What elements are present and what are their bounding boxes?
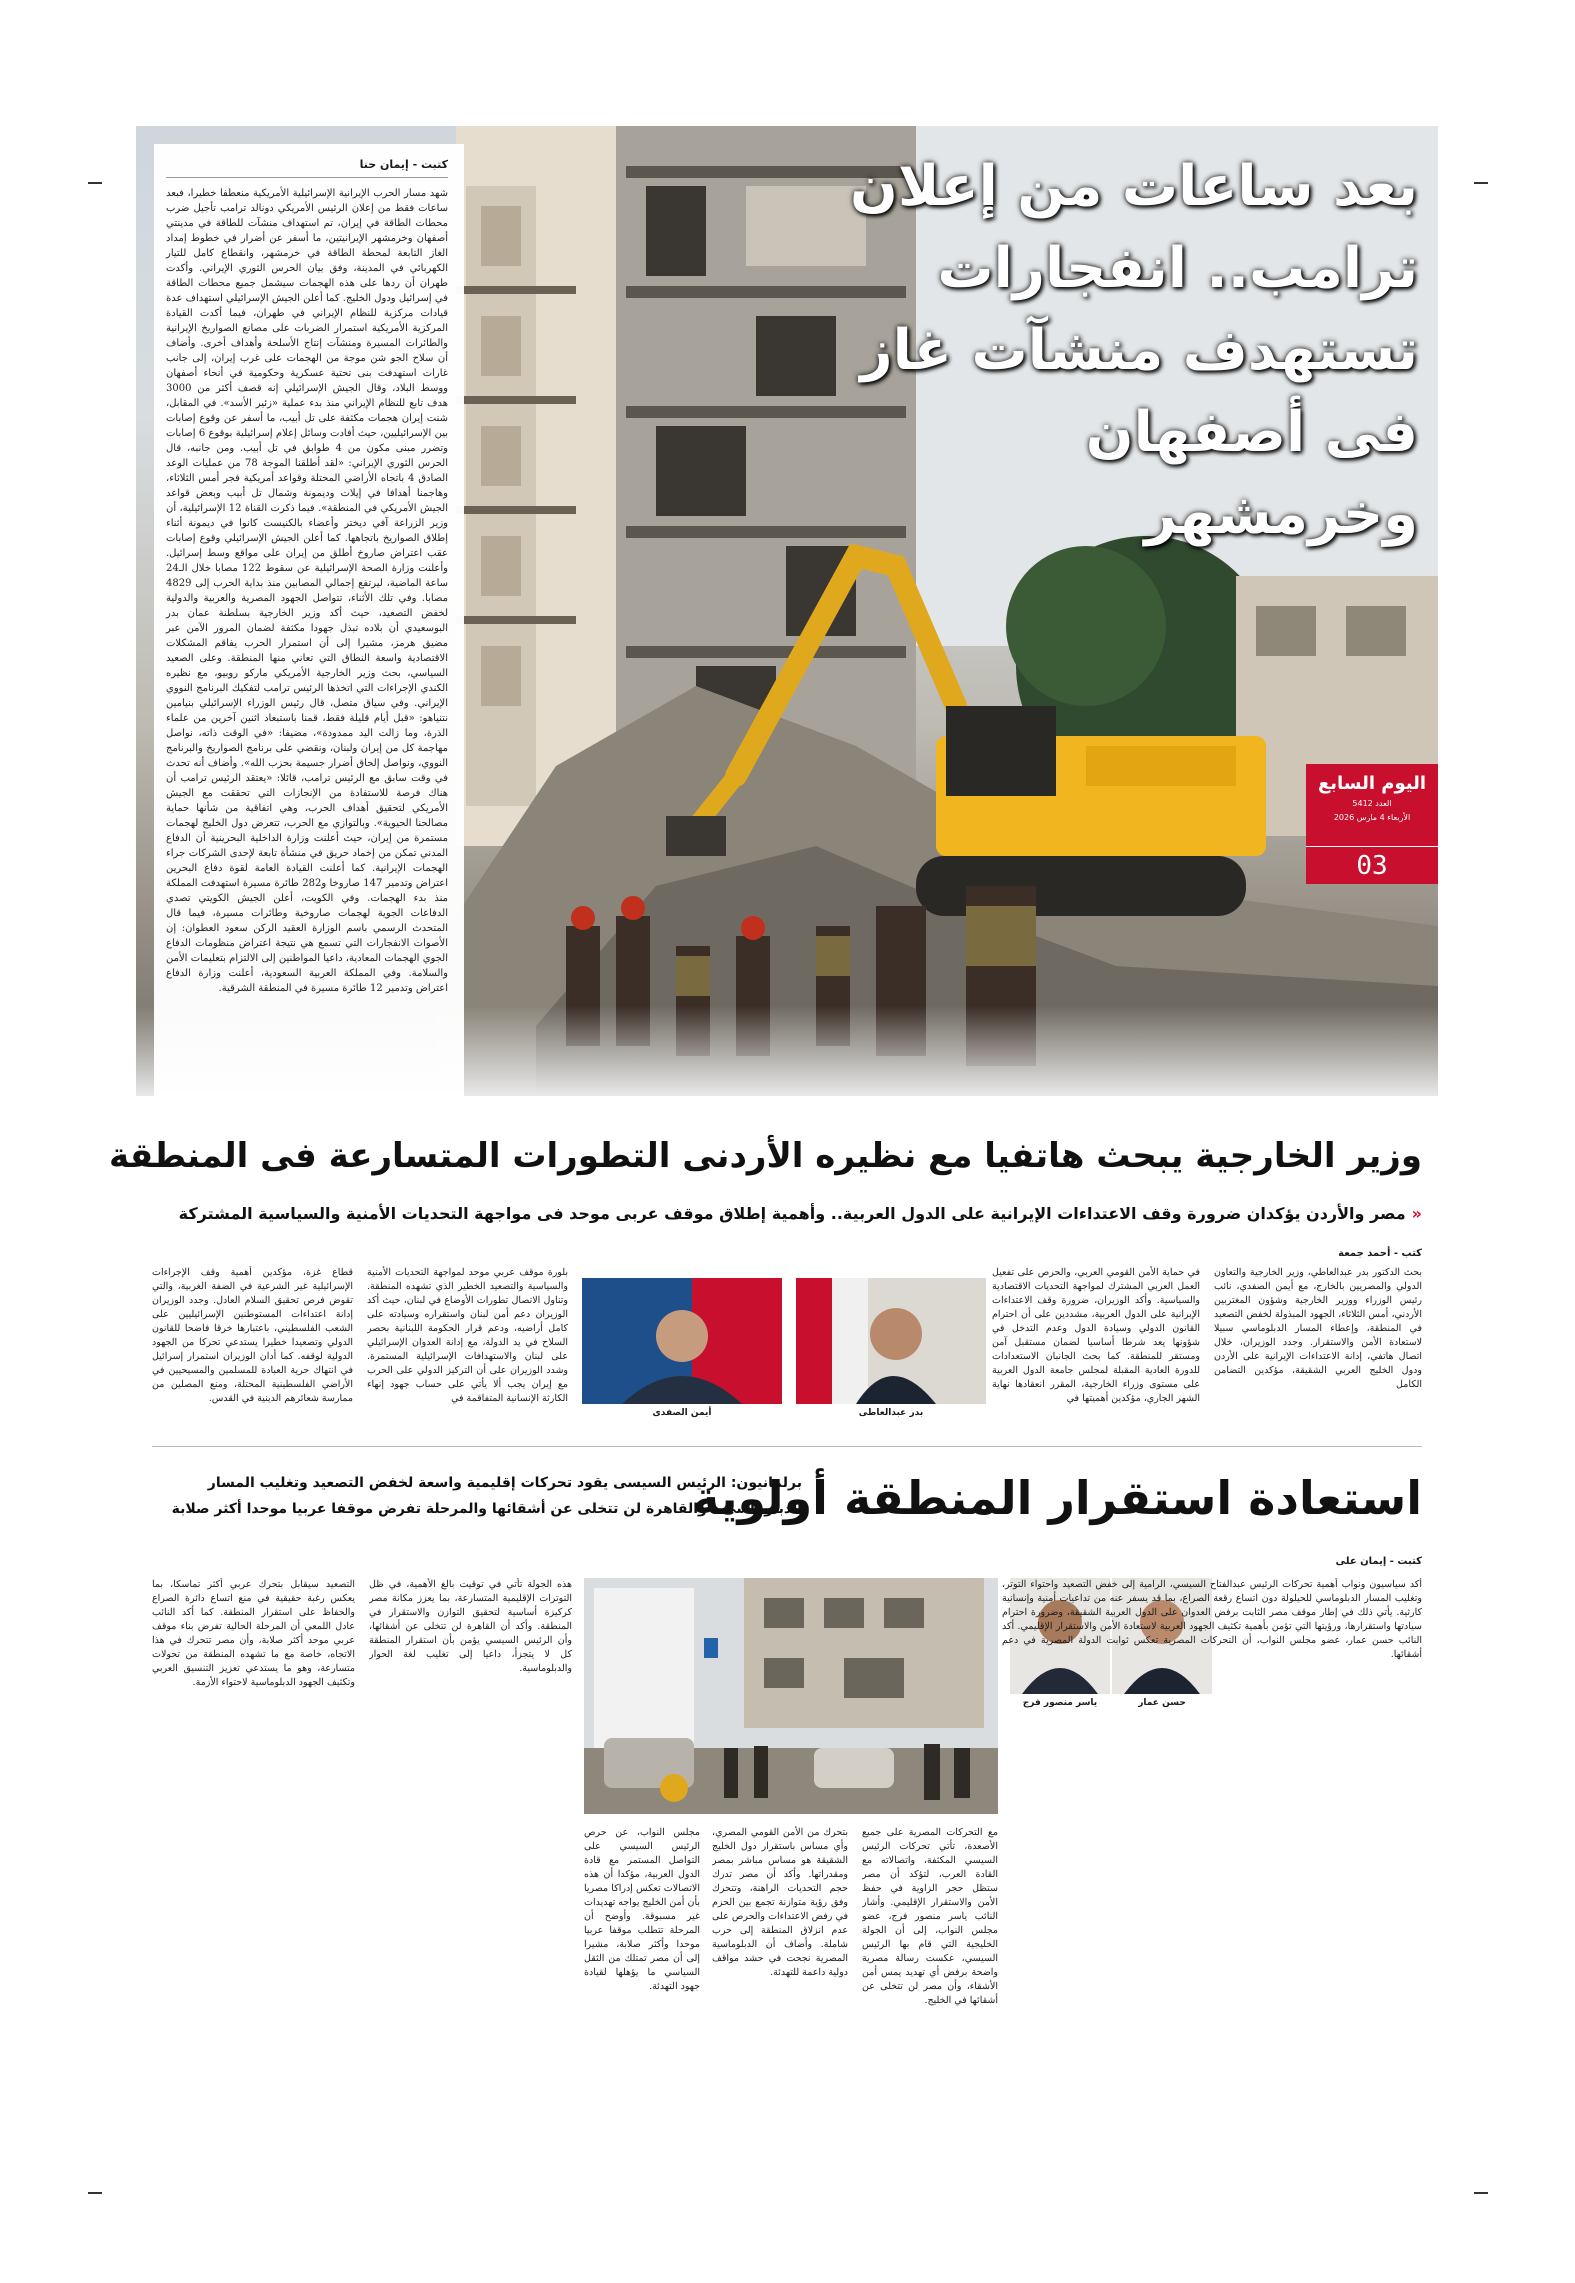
story2-headline: وزير الخارجية يبحث هاتفيا مع نظيره الأردنى التطورات المتسارعة فى المنطقة (108, 1136, 1422, 1176)
story2-subhead-text: مصر والأردن يؤكدان ضرورة وقف الاعتداءات الإيرانية على الدول العربية.. وأهمية إطلاق موقف عربى موحد فى مواجهة التحديات الأمنية والسياسية المشتركة (178, 1204, 1406, 1223)
crop-mark (1474, 182, 1488, 184)
newspaper-page (108, 126, 1438, 2166)
story2-photo-2 (582, 1278, 782, 1404)
lead-headline: بعد ساعات من إعلان ترامب.. انفجارات تستهدف منشآت غاز فى أصفهان وخرمشهر (850, 154, 1418, 547)
story2-col-4: قطاع غزة، مؤكدين أهمية وقف الإجراءات الإسرائيلية غير الشرعية في الضفة الغربية، والتي تقوض فرص تحقيق السلام العادل. وجدد الوزيران إدانة اعتداءات المستوطنين الإسرائيليين على الشعب الفلسطيني، باعتبارها خرقا فاضحا للقانون الدولي وتصعيدا خطيرا يستدعي تحركا من الجهود الدولية لوقفه. كما أدان الوزيران استمرار إسرائيل في انتهاك حرية العبادة للمسلمين والمسيحيين في الأراضي الفلسطينية المحتلة، ومنع المصلين من ممارسة شعائرهم الدينية في القدس. (152, 1267, 353, 1404)
story2-photo-1-caption: بدر عبدالعاطى (858, 1408, 924, 1418)
issue-number: العدد 5412 (1352, 799, 1392, 808)
story3-subhead: برلمانيون: الرئيس السيسى يقود تحركات إقليمية واسعة لخفض التصعيد وتغليب المسار الدبلوماسى.. والقاهرة لن تتخلى عن أشقائها والمرحلة تفرض موقفا عربيا موحدا أكثر صلابة (171, 1475, 802, 1517)
story3-col-3: بتحرك من الأمن القومي المصري، وأي مساس باستقرار دول الخليج الشقيقة هو مساس مباشر بمصر ومقدراتها. وأكد أن مصر تدرك حجم التحديات الراهنة، وتتحرك وفق رؤية متوازنة تجمع بين الحزم في رفض الاعتداءات والحرص على عدم انزلاق المنطقة إلى حرب شاملة. وأضاف أن الدبلوماسية المصرية نجحت في حشد مواقف دولية داعمة للتهدئة. (712, 1827, 848, 1978)
story3-col-4: مجلس النواب، عن حرص الرئيس السيسي على التواصل المستمر مع قادة الدول العربية، مؤكدا أن هذه الاتصالات تعكس إدراكا مصريا بأن أمن الخليج يواجه تهديدات غير مسبوقة. وأوضح أن المرحلة تتطلب موقفا عربيا موحدا وأكثر صلابة، مشيرا إلى أن مصر تمتلك من الثقل السياسي ما يؤهلها لقيادة جهود التهدئة. (584, 1827, 700, 1992)
lead-body: شهد مسار الحرب الإيرانية الإسرائيلية الأمريكية منعطفا خطيرا، فبعد ساعات فقط من إعلان الرئيس الأمريكي دونالد ترامب تأجيل ضرب محطات الطاقة في إيران، تم استهداف منشآت للطاقة في مدينتي أصفهان وخرمشهر الإيرانيتين، ما أسفر عن أضرار في خطوط إمداد الغاز التابعة لمحطة الطاقة في خرمشهر، وانقطاع كامل للتيار الكهربائي في المدينة، وفق بيان الحرس الثوري الإيراني. وأكدت طهران أن ردها على هذه الهجمات سيشمل جميع محطات الطاقة في إسرائيل ودول الخليج. كما أعلن الجيش الإسرائيلي استهداف عدة قيادات مركزية للنظام الإيراني في طهران، فيما أكدت القيادة المركزية الأمريكية استمرار الضربات على مصانع الصواريخ الإيرانية والطائرات المسيرة ومنشآت إنتاج الأسلحة وأهداف أخرى. وأضاف أن سلاح الجو شن موجة من الهجمات على غرب إيران، إلى جانب غارات استهدفت بنى تحتية عسكرية وحكومية في أنحاء أصفهان ووسط البلاد، وقال الجيش الإسرائيلي إنه قصف أكثر من 3000 هدف تابع للنظام الإيراني منذ بدء عملية «زئير الأسد». في المقابل، شنت إيران هجمات مكثفة على تل أبيب، ما أسفر عن وقوع إصابات بين الإسرائيليين، حيث أفادت وسائل إعلام إسرائيلية بوقوع 6 إصابات وتضرر مبنى مكون من 4 طوابق في تل أبيب. ومن جانبه، قال الحرس الثوري الإيراني: «لقد أطلقنا الموجة 78 من عمليات الوعد الصادق 4 باتجاه الأراضي المحتلة وقواعد أمريكية فجر أمس الثلاثاء، وهاجمنا أهدافا في إيلات وديمونة وشمال تل أبيب وبعض قواعد الجيش الأمريكي في المنطقة». فيما ذكرت القناة 12 الإسرائيلية، أن وزير الزراعة آفي ديختر وأعضاء بالكنيست كانوا في ديمونة أثناء إطلاق الصواريخ باتجاهها. كما أعلن الجيش الإسرائيلي وقوع إصابات عقب اعتراض صاروخ أطلق من إيران على مواقع وسط إسرائيل. وأعلنت وزارة الصحة الإسرائيلية عن سقوط 122 مصابا خلال الـ24 ساعة الماضية، ليرتفع إجمالي المصابين منذ بداية الحرب إلى 4829 مصابا. وفي تلك الأثناء، تتواصل الجهود المصرية والعربية والدولية لخفض التصعيد، حيث أكد وزير الخارجية بسلطنة عمان بدر البوسعيدي أن بلاده تبذل جهودا مكثفة لضمان المرور الآمن عبر مضيق هرمز، مشيرا إلى أن استمرار الحرب يفاقم المشكلات الاقتصادية واسعة النطاق التي تعاني منها المنطقة. وعلى الصعيد السياسي، بحث وزير الخارجية الأمريكي ماركو روبيو، مع نظيره الكندي الإجراءات التي اتخذها الرئيس ترامب لتفكيك البرنامج النووي الإيراني. وفي سياق متصل، قال رئيس الوزراء الإسرائيلي بنيامين نتنياهو: «قبل أيام قليلة فقط، قمنا باستبعاد اثنين آخرين من علماء الذرة، وما زالت اليد ممدودة»، مضيفا: «في الوقت ذاته، نواصل مهاجمة كل من إيران ولبنان، ونقضي على برنامج الصواريخ والبرنامج النووي، ونواصل إلحاق أضرار جسيمة بحزب الله». وأضاف أنه تحدث في وقت سابق مع الرئيس ترامب، قائلا: «يعتقد الرئيس ترامب أن هناك فرصة للاستفادة من الإنجازات التي تحققت مع الجيش الأمريكي لتحقيق أهداف الحرب، وهي اتفاقية من شأنها حماية مصالحنا الحيوية». وبالتوازي مع الحرب، تتعرض دول الخليج لهجمات مستمرة من إيران، حيث أعلنت وزارة الداخلية البحرينية أن الدفاع المدني تمكن من إخماد حريق في منشأة تابعة لإحدى الشركات جراء الهجمات الإيرانية. كما أعلنت القيادة العامة لقوة دفاع البحرين اعتراض وتدمير 147 صاروخا و282 طائرة مسيرة استهدفت المملكة منذ بدء الهجمات. وفي الكويت، أعلن الجيش الكويتي تصدي الدفاعات الجوية لهجمات صاروخية وطائرات مسيرة، فيما قال المتحدث الرسمي باسم الوزارة العقيد الركن سعود العطوان: إن الأصوات الانفجارات التي تسمع هي نتيجة اعتراض منظومات الدفاع الجوي الهجمات المعادية، داعيا المواطنين إلى الالتزام بتعليمات الأمن والسلامة. وفي المملكة العربية السعودية، أعلنت وزارة الدفاع اعتراض وتدمير 12 طائرة مسيرة في المنطقة الشرقية. (166, 188, 449, 994)
issue-date: الأربعاء 4 مارس 2026 (1333, 813, 1411, 822)
story3-portrait-1-caption: حسن عمار (1138, 1698, 1186, 1708)
lead-article (154, 144, 464, 1096)
story2-col-3: بلورة موقف عربي موحد لمواجهة التحديات الأمنية والسياسية والتصعيد الخطير الذي تشهده المنطقة. وتناول الاتصال تطورات الأوضاع في لبنان، حيث أكد الوزيران دعم أمن لبنان واستقراره وسيادته على كامل أراضيه، ودعم قرار الحكومة اللبنانية بحصر السلاح في يد الدولة، مع إدانة العدوان الإسرائيلي على لبنان والاستهدافات الإسرائيلية المستمرة. وشدد الوزيران على أن التركيز الدولي على الحرب مع إيران يجب ألا يأتي على حساب جهود إنهاء الكارثة الإنسانية المتفاقمة في (367, 1267, 568, 1404)
crop-mark (1474, 2192, 1488, 2194)
crop-mark (88, 2192, 102, 2194)
newspaper-logo: اليوم السابع (1317, 773, 1427, 794)
story3-headline: استعادة استقرار المنطقة أولوية (692, 1471, 1422, 1525)
crop-mark (88, 182, 102, 184)
story3-portrait-2-caption: ياسر منصور فرج (1022, 1698, 1098, 1708)
lead-byline: كتبت - إيمان حنا (166, 158, 448, 178)
story2-photo-1 (796, 1278, 986, 1404)
chevron-icon: « (1411, 1204, 1422, 1223)
story3-byline: كتبت - إيمان على (1335, 1556, 1422, 1567)
story2-columns-right (992, 1266, 1422, 1426)
story2-byline: كتب - أحمد جمعة (1338, 1248, 1422, 1259)
story3-col-2: مع التحركات المصرية على جميع الأصعدة، تأتي تحركات الرئيس السيسي المكثفة، واتصالاته مع القادة العرب، لتؤكد أن مصر ستظل حجر الزاوية في حفظ الأمن والاستقرار الإقليمي. وأشار النائب ياسر منصور فرج، عضو مجلس النواب، إلى أن الجولة الخليجية التي قام بها الرئيس السيسي، عكست رسالة مصرية واضحة برفض أي تهديد يمس أمن الأشقاء، وأن مصر لن تتخلى عن أشقائها في الخليج. (862, 1827, 998, 2006)
portrait-minister-2 (582, 1278, 782, 1404)
story3-col-1: أكد سياسيون ونواب أهمية تحركات الرئيس عبدالفتاح السيسي، الرامية إلى خفض التصعيد واحتواء التوتر، وتغليب المسار الدبلوماسي للحيلولة دون اتساع رقعة الصراع، بما قد يسفر عنه من تداعيات أمنية وإنسانية كارثية. يأتي ذلك في إطار موقف مصر الثابت برفض العدوان على الدول العربية الشقيقة، وضرورة احترام سيادتها واستقرارها، ورؤيتها التي تؤمن بأهمية تكثيف الجهود العربية لاستعادة الأمن والاستقرار الإقليمي. أكد النائب حسن عمار، عضو مجلس النواب، أن التحركات المصرية تعكس ثوابت الدولة المصرية في دعم أشقائها. (1002, 1579, 1422, 1660)
story3-col-6: التصعيد سيقابل بتحرك عربي أكثر تماسكا، بما يعكس رغبة حقيقية في منع اتساع دائرة الصراع والحفاظ على استقرار المنطقة. كما أكد النائب عادل اللمعي أن المرحلة الحالية تفرض بناء موقف عربي موحد أكثر صلابة، وأن مصر تتحرك في هذا الاتجاه، خاصة مع ما تشهده المنطقة من تحولات متسارعة، وهو ما يستدعي تعزيز التنسيق العربي وتكثيف الجهود الدبلوماسية لاحتواء الأزمة. (152, 1579, 355, 1688)
portrait-minister-1 (796, 1278, 986, 1404)
section-divider (152, 1446, 1422, 1447)
damaged-street-photo (584, 1578, 998, 1814)
story2-subhead (152, 1204, 1422, 1223)
story3-columns-left (152, 1578, 572, 2148)
story2-photo-2-caption: أيمن الصفدى (652, 1408, 712, 1418)
story3-columns-mid2 (584, 1826, 700, 2148)
story2-col-1: بحث الدكتور بدر عبدالعاطي، وزير الخارجية والتعاون الدولي والمصريين بالخارج، مع أيمن الصفدي، نائب رئيس الوزراء ووزير الخارجية وشؤون المغتربين الأردني، أمس الثلاثاء، الجهود المبذولة لخفض التصعيد في المنطقة، وإعطاء المسار الدبلوماسي سبيلا لاستعادة الأمن والاستقرار. وجدد الوزيران، خلال اتصال هاتفي، إدانة الاعتداءات الإيرانية على الأردن ودول الخليج العربي الشقيقة، مؤكدين التضامن الكامل (1214, 1267, 1422, 1390)
story3-columns-right (1002, 1578, 1422, 2148)
story2-col-2: في حماية الأمن القومي العربي، والحرص على تفعيل العمل العربي المشترك لمواجهة التحديات الاقتصادية والسياسية. وأكد الوزيران، ضرورة وقف الاعتداءات الإيرانية على الدول العربية، مشددين على أن احترام القانون الدولي وسيادة الدول وعدم التدخل في شؤونها يعد شرطا أساسيا لضمان مستقبل آمن ومستقر للمنطقة. كما بحث الجانبان الاستعدادات للدورة العادية المقبلة لمجلس جامعة الدول العربية على مستوى وزراء الخارجية، المقرر انعقادها نهاية الشهر الجاري، مؤكدين أهميتها في (992, 1267, 1200, 1404)
story3-col-5: هذه الجولة تأتي في توقيت بالغ الأهمية، في ظل التوترات الإقليمية المتسارعة، بما يعزز مكانة مصر كركيزة أساسية لتحقيق التوازن والاستقرار في المنطقة. وأكد أن القاهرة لن تتخلى عن أشقائها، وأن الرئيس السيسي يؤمن بأن استقرار المنطقة كل لا يتجزأ، داعيا إلى تغليب لغة الحوار والدبلوماسية. (369, 1579, 572, 1674)
story3-street-photo (584, 1578, 998, 1814)
page-number: 03 (1306, 846, 1438, 884)
masthead-badge (1306, 764, 1438, 884)
story2-columns-left (152, 1266, 568, 1426)
story3-columns-mid (712, 1826, 998, 2148)
